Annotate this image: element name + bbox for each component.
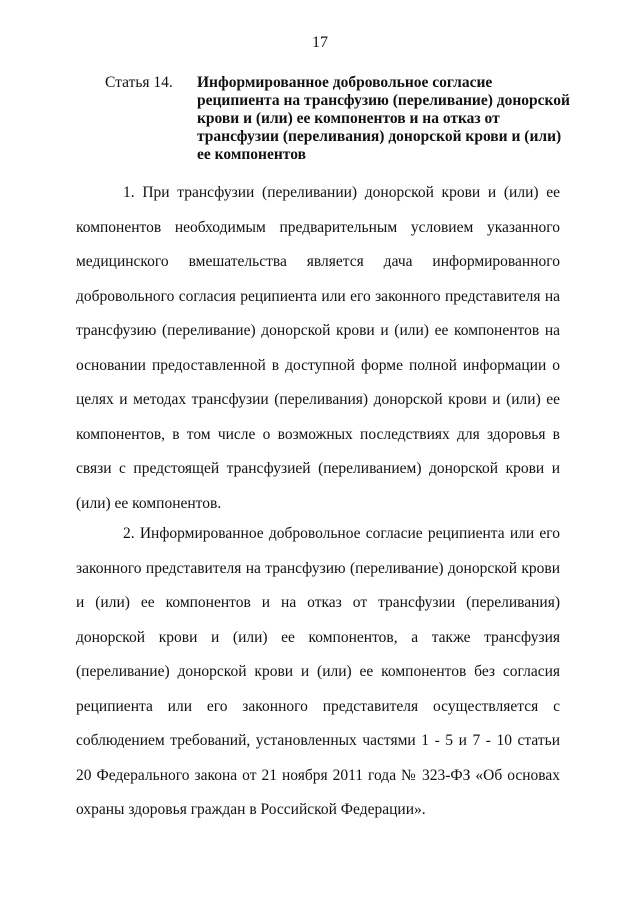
article-title: Информированное добровольное согласие реципиента на трансфузию (переливание) донорской крови и (или) ее компонентов и на отказ от трансфузии (переливания) донорской крови и (или) ее компонентов xyxy=(197,74,570,163)
paragraph-1: 1. При трансфузии (переливании) донорской крови и (или) ее компонентов необходимым предварительным условием указанного медицинского вмешательства является дача информированного добровольного согласия реципиента или его законного представителя на трансфузию (переливание) донорской крови и (или) ее компонентов на основании предоставленной в доступной форме полной информации о целях и методах трансфузии (переливания) донорской крови и (или) ее компонентов, в том числе о возможных последствиях для здоровья в связи с предстоящей трансфузией (переливанием) донорской крови и (или) ее компонентов. xyxy=(76,184,560,512)
paragraph-2: 2. Информированное добровольное согласие реципиента или его законного представителя на трансфузию (переливание) донорской крови и (или) ее компонентов и на отказ от трансфузии (переливания) донорской крови и (или) ее компонентов, а также трансфузия (переливание) донорской крови и (или) ее компонентов без согласия реципиента или его законного представителя осуществляется с соблюдением требований, установленных частями 1 - 5 и 7 - 10 статьи 20 Федерального закона от 21 ноября 2011 года № 323-ФЗ «Об основах охраны здоровья граждан в Российской Федерации». xyxy=(76,525,560,818)
article-label: Статья 14. xyxy=(105,74,173,91)
article-heading xyxy=(105,74,575,164)
page-number: 17 xyxy=(312,34,328,51)
